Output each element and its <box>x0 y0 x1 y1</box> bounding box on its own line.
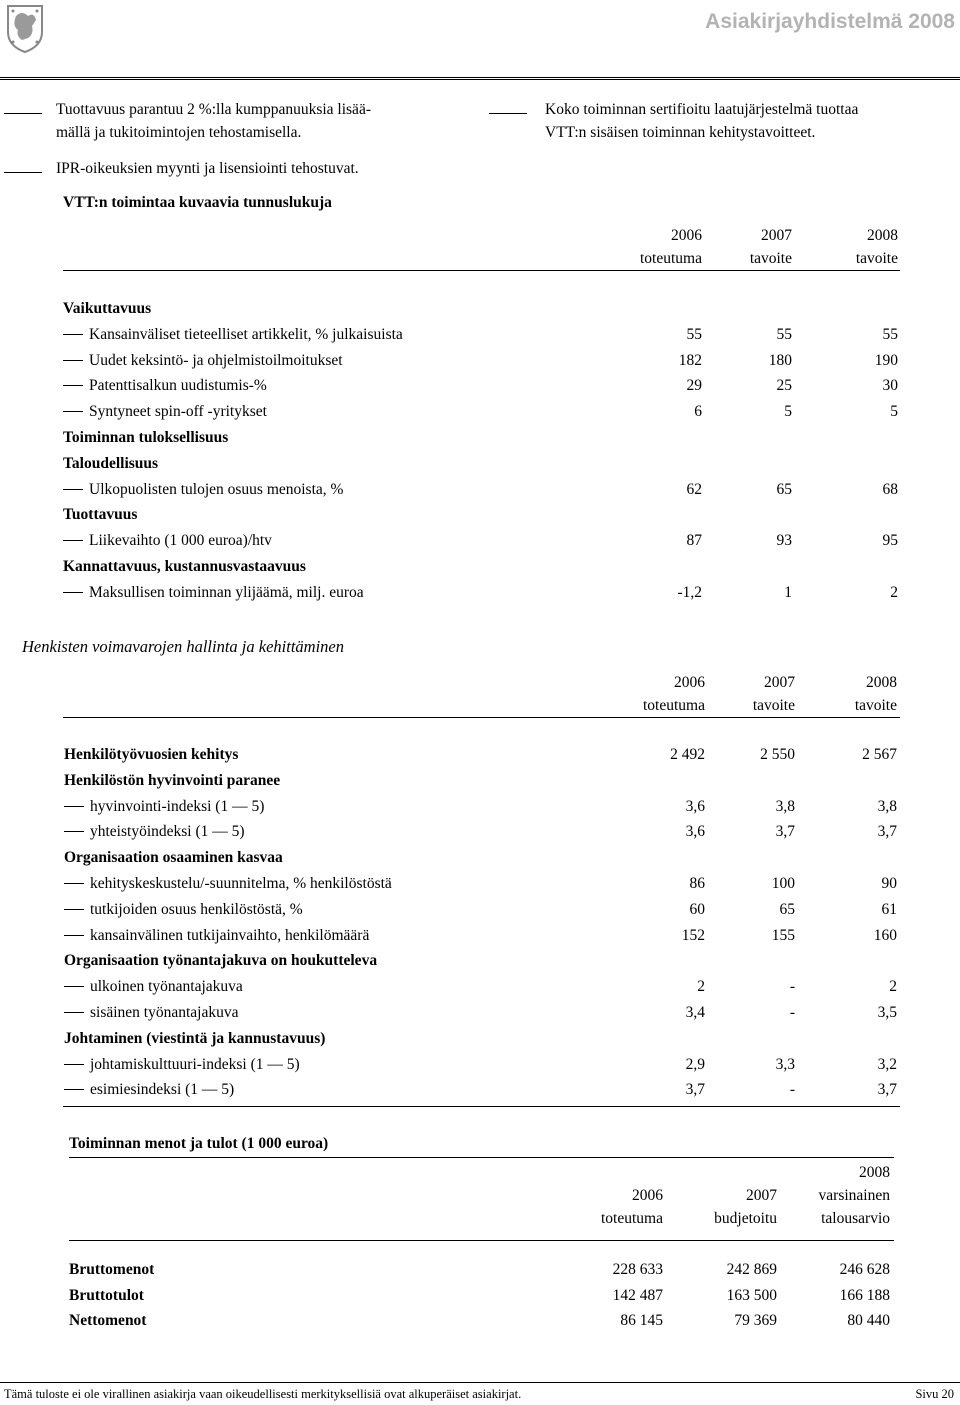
cell-value: 2 <box>889 978 897 996</box>
kpi-col-2006 <box>602 224 702 270</box>
row-heading <box>63 506 137 524</box>
finance-col-2007 <box>677 1161 777 1230</box>
row-label-text: Henkilöstön hyvinvointi paranee <box>64 771 281 789</box>
column-year: 2007 <box>764 674 795 691</box>
row-label <box>64 798 264 816</box>
hr-col-2006 <box>605 671 705 717</box>
cell-value: 62 <box>686 480 702 498</box>
row-heading <box>63 558 306 576</box>
cell-value: 190 <box>874 351 898 369</box>
page-number: Sivu 20 <box>915 1387 954 1401</box>
cell-value: 55 <box>776 325 792 343</box>
cell-value: 3,7 <box>685 1081 705 1099</box>
table-row <box>0 1287 960 1313</box>
column-year: 2008 <box>866 674 897 691</box>
table-row <box>0 798 960 824</box>
row-label <box>64 927 369 945</box>
row-label-text: Uudet keksintö- ja ohjelmistoilmoitukset <box>89 351 343 369</box>
footer-disclaimer: Tämä tuloste ei ole virallinen asiakirja vaan oikeudellisesti merkityksellisiä ovat alkuperäiset asiakirjat. <box>4 1387 522 1401</box>
cell-value: 2 567 <box>862 746 897 763</box>
row-label-text: Organisaation työnantajakuva on houkutteleva <box>64 952 378 970</box>
cell-value: 25 <box>776 377 792 395</box>
row-label <box>63 481 343 499</box>
cell-value: 180 <box>768 351 792 369</box>
bullet-dash <box>489 113 527 114</box>
cell-value: 3,3 <box>775 1055 795 1073</box>
finance-title-rule <box>69 1157 894 1158</box>
cell-value: 68 <box>882 480 898 498</box>
row-heading <box>63 455 158 473</box>
cell-value: 87 <box>686 532 702 550</box>
column-label: toteutuma <box>643 697 705 714</box>
cell-value: 182 <box>678 351 702 369</box>
cell-value: 242 869 <box>726 1261 777 1278</box>
cell-value: -1,2 <box>677 583 702 601</box>
column-label: tavoite <box>749 250 792 267</box>
cell-value: 3,2 <box>877 1055 897 1073</box>
cell-value: 163 500 <box>726 1286 777 1304</box>
cell-value: 3,6 <box>685 823 705 841</box>
table-row <box>0 1081 960 1107</box>
hr-col-2007 <box>695 671 795 717</box>
column-line <box>677 1161 777 1184</box>
table-row <box>0 952 960 978</box>
dash-icon <box>63 489 83 490</box>
dash-icon <box>63 540 83 541</box>
table-row <box>0 1056 960 1082</box>
table-row <box>0 558 960 584</box>
column-label: tavoite <box>854 697 897 714</box>
table-row <box>0 1312 960 1338</box>
column-line: 2008 <box>859 1164 890 1181</box>
cell-value: 65 <box>779 900 795 918</box>
cell-value: 80 440 <box>847 1312 890 1329</box>
cell-value: 60 <box>689 900 705 918</box>
cell-value: 2 550 <box>760 746 795 763</box>
finance-col-2006 <box>563 1161 663 1230</box>
cell-value: 155 <box>771 926 795 944</box>
cell-value: 160 <box>873 926 897 944</box>
table-row <box>0 1261 960 1287</box>
row-label-text: kansainvälinen tutkijainvaihto, henkilömäärä <box>90 926 370 944</box>
row-label-text: Bruttomenot <box>69 1261 155 1278</box>
row-label-text: Maksullisen toiminnan ylijäämä, milj. euroa <box>89 583 364 601</box>
row-label <box>64 978 243 996</box>
dash-icon <box>63 360 83 361</box>
table-row <box>0 326 960 352</box>
cell-value: 55 <box>686 325 702 343</box>
table-row <box>0 532 960 558</box>
cell-value: 30 <box>882 377 898 395</box>
row-heading <box>69 1261 154 1279</box>
column-label: toteutuma <box>640 250 702 267</box>
column-label: tavoite <box>752 697 795 714</box>
row-label <box>64 823 245 841</box>
cell-value: 166 188 <box>839 1286 890 1304</box>
dash-icon <box>64 883 84 884</box>
row-label-text: Johtaminen (viestintä ja kannustavuus) <box>64 1029 326 1047</box>
cell-value: 5 <box>890 403 898 421</box>
row-label <box>63 584 364 602</box>
row-heading <box>69 1287 144 1305</box>
kpi-title: VTT:n toimintaa kuvaavia tunnuslukuja <box>63 194 332 211</box>
row-label-text: Vaikuttavuus <box>63 300 152 317</box>
cell-value: 90 <box>881 875 897 892</box>
row-label-text: Syntyneet spin-off -yritykset <box>89 403 267 421</box>
dash-icon <box>64 935 84 936</box>
hr-section-title: Henkisten voimavarojen hallinta ja kehittäminen <box>22 637 344 656</box>
kpi-col-2007 <box>692 224 792 270</box>
row-heading <box>63 300 151 318</box>
row-label-text: esimiesindeksi (1 — 5) <box>90 1081 235 1099</box>
cell-value: 3,8 <box>877 797 897 815</box>
row-label <box>64 901 303 919</box>
header-rule <box>0 77 960 80</box>
row-label-text: Bruttotulot <box>69 1286 144 1304</box>
cell-value: 3,8 <box>775 797 795 815</box>
bullet-text: Tuottavuus parantuu 2 %:lla kumppanuuksia lisää- <box>56 101 371 118</box>
row-label-text: Henkilötyövuosien kehitys <box>64 746 239 763</box>
column-year: 2006 <box>674 674 705 691</box>
table-row <box>0 772 960 798</box>
cell-value: 3,4 <box>685 1004 705 1021</box>
dash-icon <box>63 385 83 386</box>
cell-value: 61 <box>881 900 897 918</box>
cell-value: - <box>789 1004 795 1021</box>
table-row <box>0 849 960 875</box>
row-label-text: Liikevaihto (1 000 euroa)/htv <box>89 532 272 550</box>
row-label-text: sisäinen työnantajakuva <box>90 1004 239 1021</box>
cell-value: 152 <box>681 926 705 944</box>
dash-icon <box>64 1089 84 1090</box>
cell-value: 2 492 <box>670 746 705 763</box>
row-label-text: ulkoinen työnantajakuva <box>90 978 243 996</box>
dash-icon <box>64 1064 84 1065</box>
cell-value: 3,5 <box>877 1004 897 1021</box>
row-label <box>63 403 267 421</box>
table-row <box>0 927 960 953</box>
dash-icon <box>64 831 84 832</box>
row-label <box>64 1004 239 1022</box>
bullet-text: IPR-oikeuksien myynti ja lisensiointi tehostuvat. <box>56 160 359 177</box>
dash-icon <box>63 411 83 412</box>
row-label <box>63 377 267 395</box>
bullet-text: mällä ja tukitoimintojen tehostamisella. <box>56 124 302 141</box>
hr-header-rule <box>63 717 900 718</box>
hr-bottom-rule <box>63 1106 900 1107</box>
row-heading <box>64 772 280 790</box>
cell-value: 79 369 <box>734 1312 777 1329</box>
table-row <box>0 506 960 532</box>
row-heading <box>64 849 283 867</box>
table-row <box>0 377 960 403</box>
row-heading <box>63 429 228 447</box>
table-row <box>0 584 960 610</box>
row-label <box>64 1081 234 1099</box>
dash-icon <box>64 909 84 910</box>
row-label <box>63 352 343 370</box>
dash-icon <box>63 334 83 335</box>
kpi-header-rule <box>63 270 900 271</box>
row-label-text: tutkijoiden osuus henkilöstöstä, % <box>90 900 303 918</box>
row-label-text: kehityskeskustelu/-suunnitelma, % henkilöstöstä <box>90 875 392 892</box>
bullet-text: VTT:n sisäisen toiminnan kehitystavoitteet. <box>545 124 816 141</box>
cell-value: - <box>789 1081 795 1099</box>
row-label-text: hyvinvointi-indeksi (1 — 5) <box>90 797 265 815</box>
row-label-text: Kannattavuus, kustannusvastaavuus <box>63 558 306 575</box>
column-line: budjetoitu <box>714 1210 777 1227</box>
table-row <box>0 455 960 481</box>
cell-value: 142 487 <box>612 1286 663 1304</box>
table-row <box>0 823 960 849</box>
row-label-text: Organisaation osaaminen kasvaa <box>64 849 283 867</box>
cell-value: 100 <box>771 875 795 892</box>
row-label <box>64 1056 300 1074</box>
table-row <box>0 352 960 378</box>
column-line <box>563 1161 663 1184</box>
cell-value: 29 <box>686 377 702 395</box>
bullet-dash <box>4 172 42 173</box>
cell-value: 65 <box>776 480 792 498</box>
column-year: 2007 <box>761 227 792 244</box>
row-label-text: johtamiskulttuuri-indeksi (1 — 5) <box>90 1055 300 1073</box>
bullet-dash <box>4 113 42 114</box>
row-label-text: Taloudellisuus <box>63 454 159 472</box>
bullet-text: Koko toiminnan sertifioitu laatujärjestelmä tuottaa <box>545 101 859 118</box>
cell-value: 95 <box>882 532 898 550</box>
cell-value: 1 <box>784 583 792 601</box>
row-label <box>63 532 272 550</box>
column-line: 2006 <box>632 1187 663 1204</box>
cell-value: 6 <box>694 403 702 421</box>
row-label-text: Ulkopuolisten tulojen osuus menoista, % <box>89 480 344 498</box>
dash-icon <box>64 986 84 987</box>
row-label-text: Kansainväliset tieteelliset artikkelit, % julkaisuista <box>89 325 403 343</box>
table-row <box>0 1030 960 1056</box>
column-line: 2007 <box>746 1187 777 1204</box>
row-heading <box>69 1312 146 1330</box>
table-row <box>0 746 960 772</box>
cell-value: 3,7 <box>877 823 897 841</box>
column-line: talousarvio <box>821 1210 890 1227</box>
table-row <box>0 481 960 507</box>
document-title: Asiakirjayhdistelmä 2008 <box>705 10 955 33</box>
row-label-text: yhteistyöindeksi (1 — 5) <box>90 823 245 841</box>
column-year: 2008 <box>867 227 898 244</box>
cell-value: - <box>789 978 795 996</box>
cell-value: 246 628 <box>839 1261 890 1278</box>
cell-value: 55 <box>882 325 898 343</box>
cell-value: 2 <box>697 978 705 996</box>
finance-title: Toiminnan menot ja tulot (1 000 euroa) <box>69 1135 329 1152</box>
row-label-text: Patenttisalkun uudistumis-% <box>89 377 267 395</box>
row-heading <box>64 1030 325 1048</box>
table-row <box>0 875 960 901</box>
dash-icon <box>64 1012 84 1013</box>
cell-value: 3,7 <box>775 823 795 841</box>
coat-of-arms-logo <box>4 2 46 54</box>
column-line: varsinainen <box>818 1187 890 1204</box>
kpi-col-2008 <box>798 224 898 270</box>
row-label <box>64 875 392 893</box>
row-label-text: Tuottavuus <box>63 506 138 524</box>
cell-value: 3,7 <box>877 1081 897 1099</box>
cell-value: 86 145 <box>620 1312 663 1329</box>
cell-value: 2 <box>890 583 898 601</box>
hr-col-2008 <box>797 671 897 717</box>
column-label: tavoite <box>855 250 898 267</box>
table-row <box>0 901 960 927</box>
row-heading <box>64 746 238 764</box>
cell-value: 228 633 <box>612 1261 663 1278</box>
table-row <box>0 300 960 326</box>
table-row <box>0 429 960 455</box>
footer-rule <box>0 1382 960 1383</box>
column-line: toteutuma <box>601 1210 663 1227</box>
table-row <box>0 978 960 1004</box>
dash-icon <box>64 806 84 807</box>
row-label-text: Toiminnan tuloksellisuus <box>63 429 229 446</box>
row-heading <box>64 952 377 970</box>
cell-value: 93 <box>776 532 792 550</box>
cell-value: 5 <box>784 403 792 421</box>
table-row <box>0 403 960 429</box>
column-year: 2006 <box>671 227 702 244</box>
finance-header-rule <box>69 1240 894 1241</box>
row-label-text: Nettomenot <box>69 1312 147 1329</box>
row-label <box>63 326 403 344</box>
cell-value: 86 <box>689 875 705 892</box>
finance-col-2008 <box>790 1161 890 1230</box>
dash-icon <box>63 592 83 593</box>
cell-value: 3,6 <box>685 797 705 815</box>
table-row <box>0 1004 960 1030</box>
cell-value: 2,9 <box>685 1055 705 1073</box>
